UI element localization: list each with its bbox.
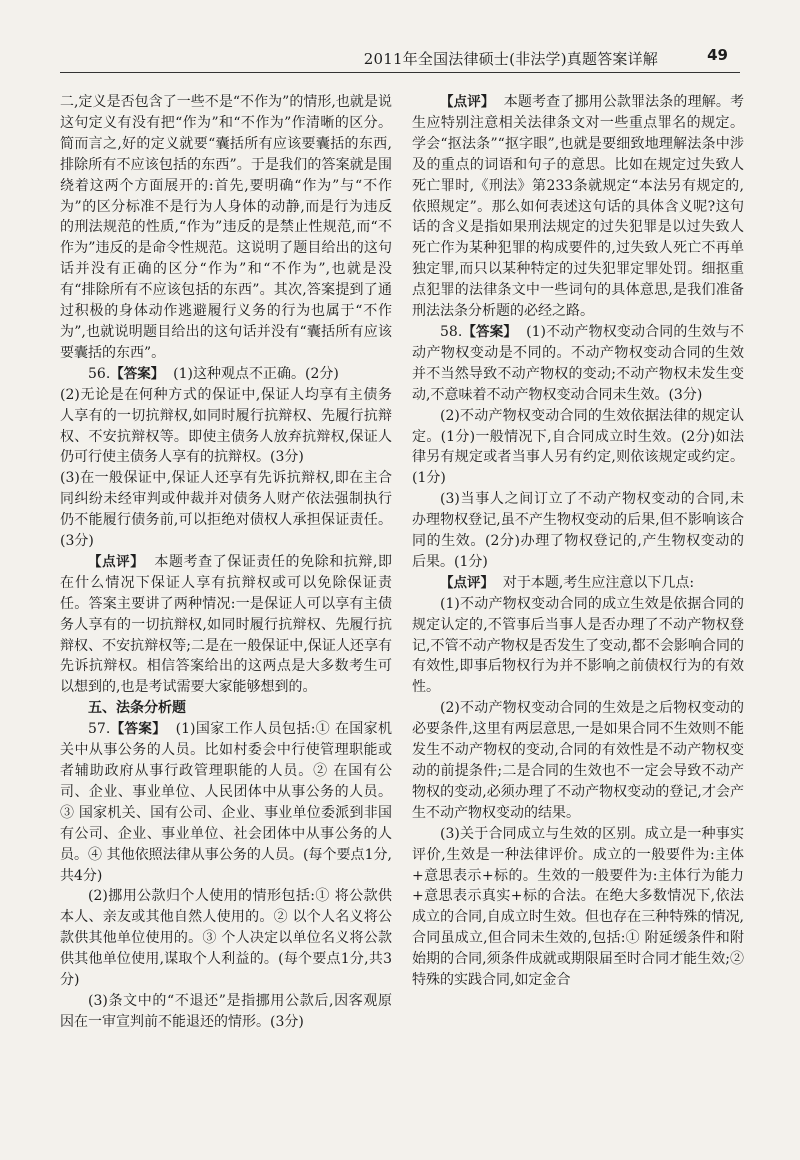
q58-answer-1: (1)不动产物权变动合同的生效与不动产物权变动是不同的。不动产物权变动合同的生效并不当然导致不动产物权的变动;不动产物权未发生变动,不意味着不动产物权变动合同未生效。(3分) bbox=[412, 323, 744, 403]
running-header bbox=[60, 44, 740, 73]
q56-review-text: 本题考查了保证责任的免除和抗辩,即在什么情况下保证人享有抗辩权或可以免除保证责任。答案主要讲了两种情况:一是保证人可以享有主债务人享有的一切抗辩权,如同时履行抗辩权、先履行抗辩权、不安抗辩权等;二是在一般保证中,保证人还享有先诉抗辩权。相信答案给出的这两点是大多数考生可以想到的,也是考试需要大家能够想到的。 bbox=[60, 553, 393, 696]
q57-number: 57. bbox=[88, 721, 111, 738]
q57-review-text: 本题考查了挪用公款罪法条的理解。考生应特别注意相关法律条文对一些重点罪名的规定。学会“抠法条”“抠字眼”,也就是要细致地理解法条中涉及的重点的词语和句子的意思。比如在规定过失致人死亡罪时,《刑法》第233条就规定“本法另有规定的,依照规定”。那么如何表述这句话的具体含义呢?这句话的含义是指如果刑法规定的过失犯罪是以过失致人死亡作为某种犯罪的构成要件的,过失致人死亡不再单独定罪,而只以某种特定的过失犯罪定罪处罚。细抠重点犯罪的法律条文中一些词句的具体意思,是我们准备刑法法条分析题的必经之路。 bbox=[412, 94, 744, 320]
answer-tag: 【答案】 bbox=[462, 323, 517, 340]
q58-answer-2: (2)不动产物权变动合同的生效依据法律的规定认定。(1分)一般情况下,自合同成立时生效。(2分)如法律另有规定或者当事人另有约定,则依该规定或约定。(1分) bbox=[412, 407, 744, 487]
review-tag: 【点评】 bbox=[440, 94, 495, 110]
q58-review-intro: 对于本题,考生应注意以下几点: bbox=[502, 574, 695, 591]
q58-answer-header bbox=[412, 322, 744, 406]
q57-review bbox=[412, 92, 744, 322]
q58-review-point-2: (2)不动产物权变动合同的生效是之后物权变动的必要条件,这里有两层意思,一是如果合同不生效则不能发生不动产物权的变动,合同的有效性是不动产物权变动的前提条件;二是合同的生效也不一定会导致不动产物权的变动,必须办理了不动产物权变动的登记,才会产生不动产物权变动的结果。 bbox=[412, 700, 744, 821]
q56-answer-header bbox=[60, 364, 392, 385]
answer-tag: 【答案】 bbox=[110, 365, 165, 382]
q57-answer-2: (2)挪用公款归个人使用的情形包括:① 将公款供本人、亲友或其他自然人使用的。② 以个人名义将公款供其他单位使用的。③ 个人决定以单位名义将公款供其他单位使用,谋取个人利益的。(每个要点1分,共3分) bbox=[60, 888, 392, 989]
section-heading: 五、法条分析题 bbox=[88, 700, 186, 717]
q56-answer-2: (2)无论是在何种方式的保证中,保证人均享有主债务人享有的一切抗辩权,如同时履行抗辩权、先履行抗辩权、不安抗辩权等。即使主债务人放弃抗辩权,保证人仍可行使主债务人享有的抗辩权。(3分) bbox=[60, 386, 392, 466]
left-column bbox=[60, 92, 392, 1033]
q58-review-point-1: (1)不动产物权变动合同的成立生效是依据合同的规定认定的,不管事后当事人是否办理了不动产物权登记,不管不动产物权是否发生了变动,都不会影响合同的有效性,即事后物权行为并不影响之前债权行为的有效性。 bbox=[412, 595, 744, 696]
q58-review-point-3: (3)关于合同成立与生效的区别。成立是一种事实评价,生效是一种法律评价。成立的一般要件为:主体+意思表示+标的。生效的一般要件为:主体行为能力+意思表示真实+标的合法。在绝大多数情况下,依法成立的合同,自成立时生效。但也存在三种特殊的情况,合同虽成立,但合同未生效的,包括:① 附延缓条件和附始期的合同,须条件成就或期限届至时合同才能生效;② 特殊的实践合同,如定金合 bbox=[412, 825, 744, 989]
review-tag: 【点评】 bbox=[440, 574, 494, 591]
q57-answer-header bbox=[60, 719, 392, 886]
q58-answer-3: (3)当事人之间订立了不动产物权变动的合同,未办理物权登记,虽不产生物权变动的后果,但不影响该合同的生效。(2分)办理了物权登记的,产生物权变动的后果。(1分) bbox=[412, 491, 744, 570]
header-title: 2011年全国法律硕士(非法学)真题答案详解 bbox=[363, 50, 658, 68]
q57-answer-1: (1)国家工作人员包括:① 在国家机关中从事公务的人员。比如村委会中行使管理职能或者辅助政府从事行政管理职能的人员。② 在国有公司、企业、事业单位、人民团体中从事公务的人员。③ 国家机关、国有公司、企业、事业单位委派到非国有公司、企业、事业单位、社会团体中从事公务的人员。④ 其他依照法律从事公务的人员。(每个要点1分,共4分) bbox=[60, 721, 393, 884]
paragraph-continued: 二,定义是否包含了一些不是“不作为”的情形,也就是说这句定义有没有把“作为”和“不作为”作清晰的区分。简而言之,好的定义就要“囊括所有应该要囊括的东西,排除所有不应该包括的东西”。于是我们的答案就是围绕着这两个方面展开的:首先,要明确“作为”与“不作为”的区分标准不是行为人身体的动静,而是行为违反的刑法规范的性质,“作为”违反的是禁止性规范,而“不作为”违反的是命令性规范。这说明了题目给出的这句话并没有正确的区分“作为”和“不作为”,也就是没有“排除所有不应该包括的东西”。其次,答案提到了通过积极的身体动作逃避履行义务的行为也属于“不作为”,也就说明题目给出的这句话并没有“囊括所有应该要囊括的东西”。 bbox=[60, 94, 392, 361]
page-number: 49 bbox=[707, 46, 728, 64]
q56-answer-3: (3)在一般保证中,保证人还享有先诉抗辩权,即在主合同纠纷未经审判或仲裁并对债务人财产依法强制执行仍不能履行债务前,可以拒绝对债权人承担保证责任。(3分) bbox=[60, 470, 392, 550]
q56-answer-1: (1)这种观点不正确。(2分) bbox=[173, 365, 339, 382]
answer-tag: 【答案】 bbox=[110, 721, 167, 738]
q56-number: 56. bbox=[88, 365, 111, 382]
right-column bbox=[412, 92, 744, 991]
q58-number: 58. bbox=[440, 323, 463, 340]
q57-answer-3: (3)条文中的“不退还”是指挪用公款后,因客观原因在一审宣判前不能退还的情形。(3分) bbox=[60, 992, 392, 1030]
review-tag: 【点评】 bbox=[88, 553, 145, 570]
q58-review bbox=[412, 573, 744, 594]
q56-review bbox=[60, 552, 392, 698]
